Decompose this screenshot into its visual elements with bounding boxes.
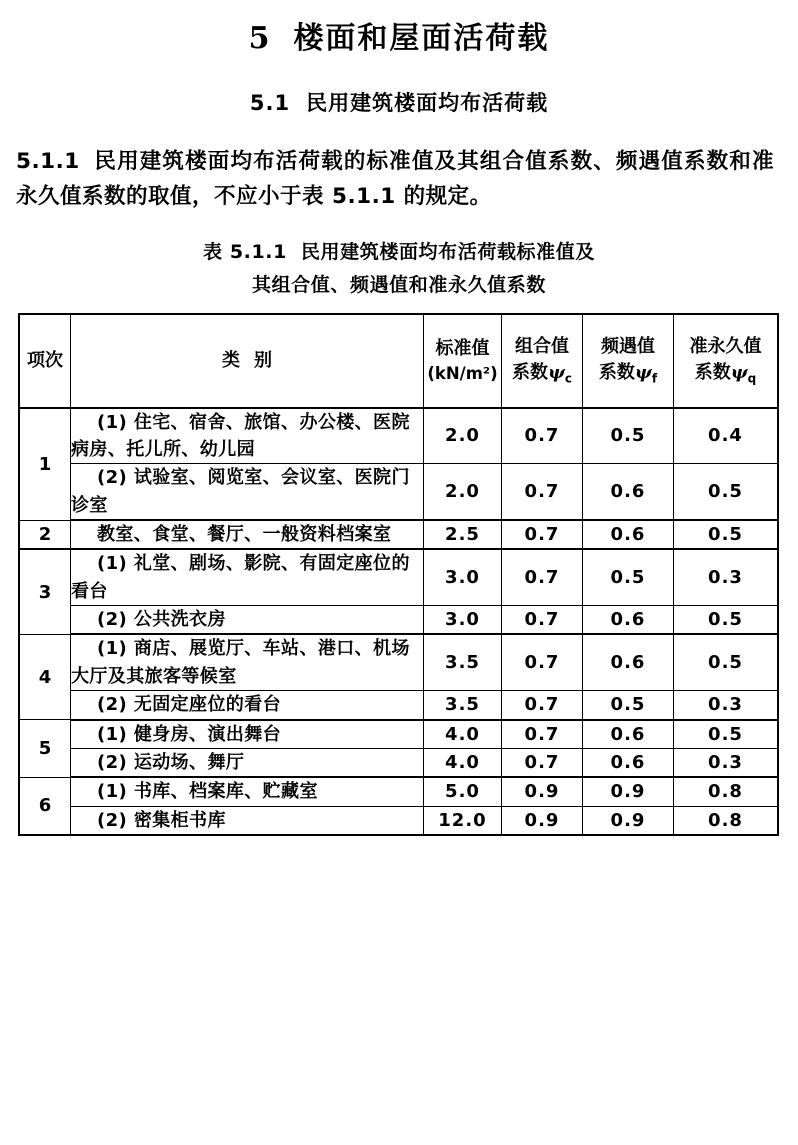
row-standard-value: 2.0 bbox=[424, 464, 502, 520]
row-quasi-permanent-coefficient: 0.8 bbox=[674, 806, 779, 835]
row-category-text: (2) 运动场、舞厅 bbox=[97, 751, 245, 773]
column-header-combination-coefficient bbox=[502, 314, 583, 408]
table-header bbox=[19, 314, 778, 408]
row-frequent-coefficient: 0.5 bbox=[583, 549, 674, 605]
frequent-subscript: f bbox=[651, 371, 658, 386]
row-standard-value: 5.0 bbox=[424, 777, 502, 806]
psi-icon: ψ bbox=[730, 361, 748, 383]
table-row bbox=[19, 408, 778, 464]
row-quasi-permanent-coefficient: 0.5 bbox=[674, 720, 779, 749]
row-frequent-coefficient: 0.9 bbox=[583, 806, 674, 835]
table-row bbox=[19, 720, 778, 749]
table-row bbox=[19, 606, 778, 635]
combination-coefficient-prefix: 系数 bbox=[511, 361, 548, 383]
column-header-standard-value bbox=[424, 314, 502, 408]
column-header-quasi-permanent-coefficient bbox=[674, 314, 779, 408]
row-category-text: (2) 试验室、阅览室、会议室、医院门诊室 bbox=[71, 467, 410, 516]
table-caption-line1: 民用建筑楼面均布活荷载标准值及 bbox=[300, 241, 595, 264]
row-item-number: 2 bbox=[19, 520, 71, 549]
row-category-text: (1) 书库、档案库、贮藏室 bbox=[97, 781, 318, 803]
table-caption-second-line bbox=[0, 268, 798, 301]
row-category-text: (1) 商店、展览厅、车站、港口、机场大厅及其旅客等候室 bbox=[71, 638, 410, 687]
table-row bbox=[19, 691, 778, 720]
psi-icon: ψ bbox=[547, 361, 565, 383]
row-frequent-coefficient: 0.6 bbox=[583, 520, 674, 549]
row-standard-value: 2.0 bbox=[424, 408, 502, 464]
frequent-value-label: 频遇值 bbox=[601, 335, 655, 357]
column-header-frequent-coefficient bbox=[583, 314, 674, 408]
row-standard-value: 4.0 bbox=[424, 720, 502, 749]
page-title bbox=[0, 0, 798, 58]
row-item-number: 4 bbox=[19, 634, 71, 719]
row-quasi-permanent-coefficient: 0.5 bbox=[674, 520, 779, 549]
row-frequent-coefficient: 0.6 bbox=[583, 464, 674, 520]
row-quasi-permanent-coefficient: 0.5 bbox=[674, 464, 779, 520]
row-item-number: 3 bbox=[19, 549, 71, 634]
row-standard-value: 2.5 bbox=[424, 520, 502, 549]
table-body bbox=[19, 408, 778, 835]
section-heading bbox=[0, 58, 798, 117]
quasi-coefficient-prefix: 系数 bbox=[694, 361, 731, 383]
combination-coefficient-symbol bbox=[502, 360, 582, 388]
row-category bbox=[71, 777, 424, 806]
standard-value-label: 标准值 bbox=[435, 337, 490, 359]
row-combination-coefficient: 0.7 bbox=[502, 720, 583, 749]
row-quasi-permanent-coefficient: 0.4 bbox=[674, 408, 779, 464]
row-quasi-permanent-coefficient: 0.3 bbox=[674, 691, 779, 720]
row-combination-coefficient: 0.7 bbox=[502, 408, 583, 464]
quasi-subscript: q bbox=[747, 371, 757, 386]
row-standard-value: 12.0 bbox=[424, 806, 502, 835]
row-category-text: (2) 公共洗衣房 bbox=[97, 609, 226, 631]
clause-text: 民用建筑楼面均布活荷载的标准值及其组合值系数、频遇值系数和准永久值系数的取值，不应小于表 5.1.1 的规定。 bbox=[16, 148, 774, 210]
combination-subscript: c bbox=[564, 371, 573, 386]
table-row bbox=[19, 549, 778, 605]
table-container bbox=[0, 301, 798, 836]
frequent-coefficient-symbol bbox=[583, 360, 673, 388]
row-frequent-coefficient: 0.6 bbox=[583, 748, 674, 777]
row-category bbox=[71, 520, 424, 549]
table-row bbox=[19, 777, 778, 806]
row-category bbox=[71, 634, 424, 690]
table-row bbox=[19, 748, 778, 777]
table-caption bbox=[0, 215, 798, 268]
row-item-number: 6 bbox=[19, 777, 71, 835]
row-frequent-coefficient: 0.6 bbox=[583, 720, 674, 749]
table-header-row bbox=[19, 314, 778, 408]
row-category bbox=[71, 464, 424, 520]
row-frequent-coefficient: 0.5 bbox=[583, 691, 674, 720]
standard-value-unit: (kN/m²) bbox=[427, 363, 498, 383]
row-category bbox=[71, 549, 424, 605]
row-category bbox=[71, 720, 424, 749]
table-caption-label: 表 5.1.1 bbox=[203, 241, 287, 264]
quasi-value-label: 准永久值 bbox=[689, 335, 762, 357]
combination-value-label: 组合值 bbox=[515, 335, 569, 357]
row-category-text: (1) 礼堂、剧场、影院、有固定座位的看台 bbox=[71, 553, 410, 602]
row-combination-coefficient: 0.7 bbox=[502, 606, 583, 635]
row-standard-value: 3.5 bbox=[424, 691, 502, 720]
frequent-coefficient-prefix: 系数 bbox=[598, 361, 635, 383]
row-item-number: 1 bbox=[19, 408, 71, 520]
row-combination-coefficient: 0.7 bbox=[502, 464, 583, 520]
row-quasi-permanent-coefficient: 0.5 bbox=[674, 634, 779, 690]
psi-icon: ψ bbox=[634, 361, 652, 383]
row-frequent-coefficient: 0.5 bbox=[583, 408, 674, 464]
row-combination-coefficient: 0.7 bbox=[502, 549, 583, 605]
table-row bbox=[19, 520, 778, 549]
column-header-item: 项次 bbox=[19, 314, 71, 408]
row-combination-coefficient: 0.9 bbox=[502, 806, 583, 835]
clause-paragraph bbox=[0, 118, 798, 215]
column-header-category: 类别 bbox=[71, 314, 424, 408]
live-load-table bbox=[18, 313, 779, 836]
row-frequent-coefficient: 0.9 bbox=[583, 777, 674, 806]
row-standard-value: 3.0 bbox=[424, 606, 502, 635]
row-combination-coefficient: 0.9 bbox=[502, 777, 583, 806]
row-category-text: 教室、食堂、餐厅、一般资料档案室 bbox=[97, 524, 392, 546]
row-quasi-permanent-coefficient: 0.3 bbox=[674, 748, 779, 777]
row-quasi-permanent-coefficient: 0.5 bbox=[674, 606, 779, 635]
clause-number: 5.1.1 bbox=[16, 148, 80, 174]
row-standard-value: 3.5 bbox=[424, 634, 502, 690]
row-category bbox=[71, 408, 424, 464]
chapter-number: 5 bbox=[248, 21, 272, 56]
row-item-number: 5 bbox=[19, 720, 71, 778]
table-caption-line2: 其组合值、频遇值和准永久值系数 bbox=[251, 273, 546, 296]
row-category-text: (1) 健身房、演出舞台 bbox=[97, 723, 282, 745]
table-row bbox=[19, 634, 778, 690]
row-combination-coefficient: 0.7 bbox=[502, 748, 583, 777]
section-number: 5.1 bbox=[249, 91, 291, 116]
row-category bbox=[71, 606, 424, 635]
row-quasi-permanent-coefficient: 0.8 bbox=[674, 777, 779, 806]
row-category-text: (1) 住宅、宿舍、旅馆、办公楼、医院病房、托儿所、幼儿园 bbox=[71, 411, 410, 460]
row-combination-coefficient: 0.7 bbox=[502, 520, 583, 549]
row-standard-value: 4.0 bbox=[424, 748, 502, 777]
row-frequent-coefficient: 0.6 bbox=[583, 634, 674, 690]
quasi-coefficient-symbol bbox=[674, 360, 777, 388]
row-category bbox=[71, 691, 424, 720]
row-combination-coefficient: 0.7 bbox=[502, 634, 583, 690]
row-quasi-permanent-coefficient: 0.3 bbox=[674, 549, 779, 605]
row-category-text: (2) 无固定座位的看台 bbox=[97, 694, 282, 716]
table-row bbox=[19, 806, 778, 835]
row-frequent-coefficient: 0.6 bbox=[583, 606, 674, 635]
row-standard-value: 3.0 bbox=[424, 549, 502, 605]
chapter-title-text: 楼面和屋面活荷载 bbox=[293, 21, 550, 56]
row-category bbox=[71, 748, 424, 777]
table-row bbox=[19, 464, 778, 520]
row-category-text: (2) 密集柜书库 bbox=[97, 809, 226, 831]
row-category bbox=[71, 806, 424, 835]
section-title-text: 民用建筑楼面均布活荷载 bbox=[306, 91, 549, 116]
row-combination-coefficient: 0.7 bbox=[502, 691, 583, 720]
